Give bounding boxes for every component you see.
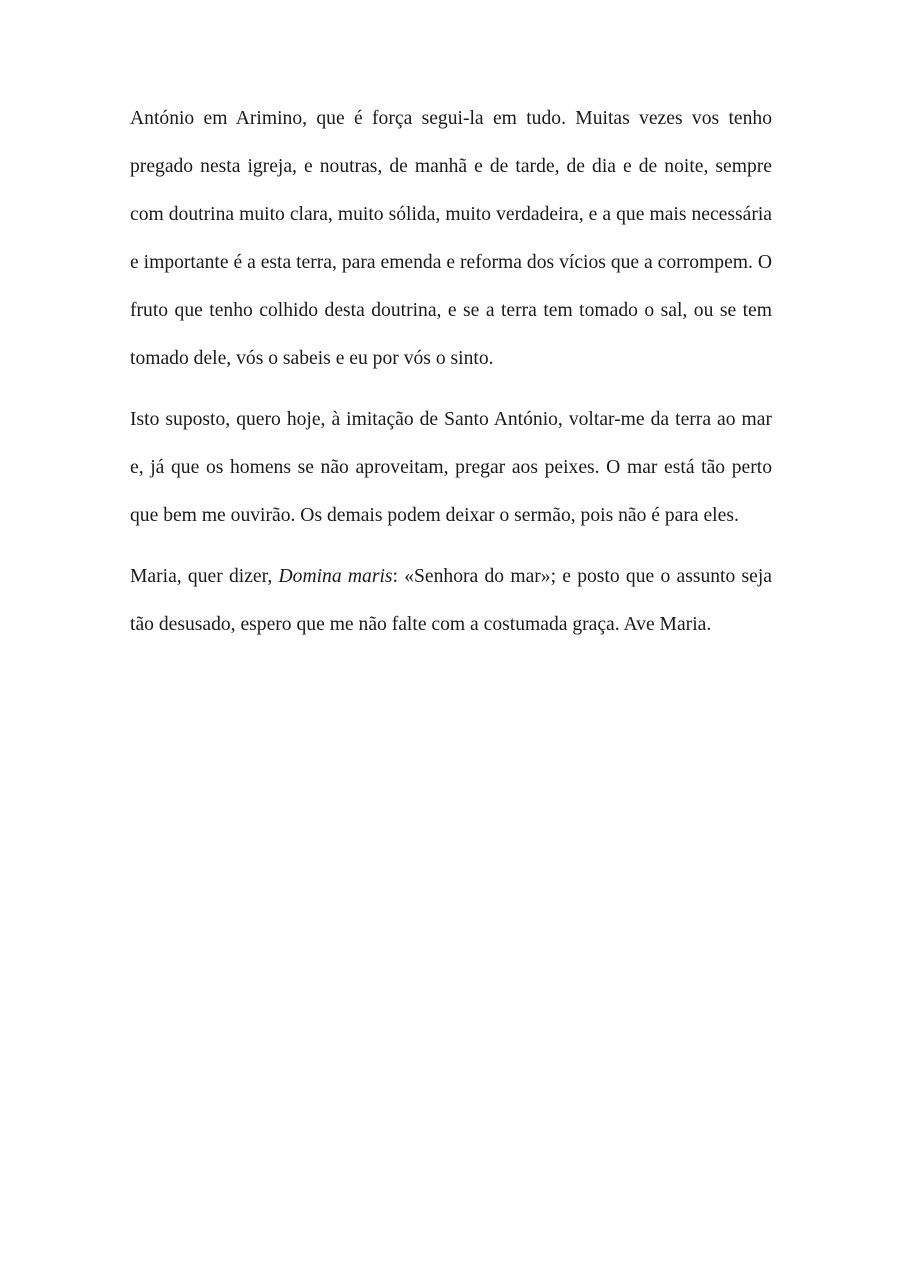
paragraph-1: António em Arimino, que é força segui-la em tudo. Muitas vezes vos tenho pregado nesta igreja, e noutras, de manhã e de tarde, de dia e de noite, sempre com doutrina muito clara, muito sólida, muito verdadeira, e a que mais necessária e importante é a esta terra, para emenda e reforma dos vícios que a corrompem. O fruto que tenho colhido desta doutrina, e se a terra tem tomado o sal, ou se tem tomado dele, vós o sabeis e eu por vós o sinto. bbox=[130, 108, 772, 369]
latin-phrase: Domina maris bbox=[278, 566, 393, 587]
paragraph-3-rest: : «Senhora do mar»; e posto que o assunto seja tão desusado, espero que me não falte com a costumada graça. Ave Maria. bbox=[130, 566, 772, 635]
paragraph-3 bbox=[130, 553, 772, 649]
body-text bbox=[130, 95, 772, 649]
paragraph-3-lead: Maria, quer dizer, bbox=[130, 566, 279, 587]
paragraph-2: Isto suposto, quero hoje, à imitação de Santo António, voltar-me da terra ao mar e, já que os homens se não aproveitam, pregar aos peixes. O mar está tão perto que bem me ouvirão. Os demais podem deixar o sermão, pois não é para eles. bbox=[130, 409, 772, 526]
